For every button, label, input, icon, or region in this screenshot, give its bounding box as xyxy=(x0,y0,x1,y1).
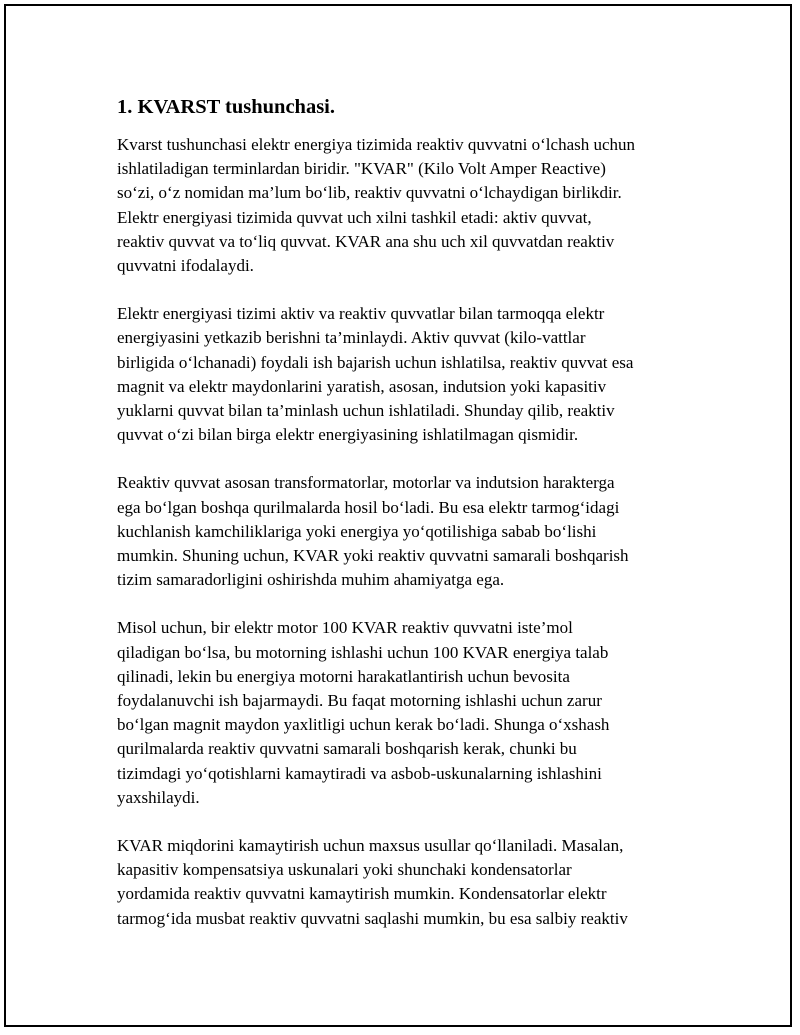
paragraph-4 xyxy=(117,616,687,810)
paragraph-line: Reaktiv quvvat asosan transformatorlar, motorlar va indutsion harakterga xyxy=(117,473,615,493)
paragraph-line: bo‘lgan magnit maydon yaxlitligi uchun kerak bo‘ladi. Shunga o‘xshash xyxy=(117,715,610,735)
paragraph-line: tarmog‘ida musbat reaktiv quvvatni saqlashi mumkin, bu esa salbiy reaktiv xyxy=(117,908,628,928)
paragraph-line: kuchlanish kamchiliklariga yoki energiya yo‘qotilishiga sabab bo‘lishi xyxy=(117,521,597,541)
paragraph-line: tizimdagi yo‘qotishlarni kamaytiradi va asbob-uskunalarning ishlashini xyxy=(117,763,602,783)
paragraph-5 xyxy=(117,834,687,931)
paragraph-1 xyxy=(117,133,687,278)
paragraph-line: reaktiv quvvat va to‘liq quvvat. KVAR ana shu uch xil quvvatdan reaktiv xyxy=(117,231,615,251)
paragraph-line: so‘zi, o‘z nomidan ma’lum bo‘lib, reaktiv quvvatni o‘lchaydigan birlikdir. xyxy=(117,183,622,203)
paragraph-line: qurilmalarda reaktiv quvvatni samarali boshqarish kerak, chunki bu xyxy=(117,739,577,759)
paragraph-line: Elektr energiyasi tizimi aktiv va reaktiv quvvatlar bilan tarmoqqa elektr xyxy=(117,304,605,324)
paragraph-line: tizim samaradorligini oshirishda muhim ahamiyatga ega. xyxy=(117,570,505,590)
paragraph-line: yordamida reaktiv quvvatni kamaytirish mumkin. Kondensatorlar elektr xyxy=(117,884,607,904)
paragraph-line: Misol uchun, bir elektr motor 100 KVAR reaktiv quvvatni iste’mol xyxy=(117,618,573,638)
section-heading: 1. KVARST tushunchasi. xyxy=(117,96,336,118)
paragraph-line: ishlatiladigan terminlardan biridir. "KVAR" (Kilo Volt Amper Reactive) xyxy=(117,159,606,179)
paragraph-line: energiyasini yetkazib berishni ta’minlaydi. Aktiv quvvat (kilo-vattlar xyxy=(117,328,586,348)
paragraph-line: quvvat o‘zi bilan birga elektr energiyasining ishlatilmagan qismidir. xyxy=(117,425,579,445)
paragraph-3 xyxy=(117,471,687,592)
paragraph-line: magnit va elektr maydonlarini yaratish, asosan, indutsion yoki kapasitiv xyxy=(117,376,607,396)
paragraph-line: yaxshilaydi. xyxy=(117,787,200,807)
paragraph-line: KVAR miqdorini kamaytirish uchun maxsus usullar qo‘llaniladi. Masalan, xyxy=(117,836,624,856)
paragraph-line: foydalanuvchi ish bajarmaydi. Bu faqat motorning ishlashi uchun zarur xyxy=(117,691,602,711)
paragraph-line: Kvarst tushunchasi elektr energiya tizimida reaktiv quvvatni o‘lchash uchun xyxy=(117,135,636,154)
paragraph-line: yuklarni quvvat bilan ta’minlash uchun ishlatiladi. Shunday qilib, reaktiv xyxy=(117,401,615,421)
paragraph-line: birligida o‘lchanadi) foydali ish bajarish uchun ishlatilsa, reaktiv quvvat esa xyxy=(117,352,634,372)
paragraph-2 xyxy=(117,302,687,447)
paragraph-line: ega bo‘lgan boshqa qurilmalarda hosil bo‘ladi. Bu esa elektr tarmog‘idagi xyxy=(117,497,620,517)
paragraph-line: qiladigan bo‘lsa, bu motorning ishlashi uchun 100 KVAR energiya talab xyxy=(117,642,609,662)
paragraph-line: Elektr energiyasi tizimida quvvat uch xilni tashkil etadi: aktiv quvvat, xyxy=(117,207,592,227)
paragraph-line: mumkin. Shuning uchun, KVAR yoki reaktiv quvvatni samarali boshqarish xyxy=(117,546,629,566)
document-body xyxy=(117,94,687,955)
paragraph-line: quvvatni ifodalaydi. xyxy=(117,256,254,276)
paragraph-line: qilinadi, lekin bu energiya motorni harakatlantirish uchun bevosita xyxy=(117,666,570,686)
paragraph-line: kapasitiv kompensatsiya uskunalari yoki shunchaki kondensatorlar xyxy=(117,860,572,880)
